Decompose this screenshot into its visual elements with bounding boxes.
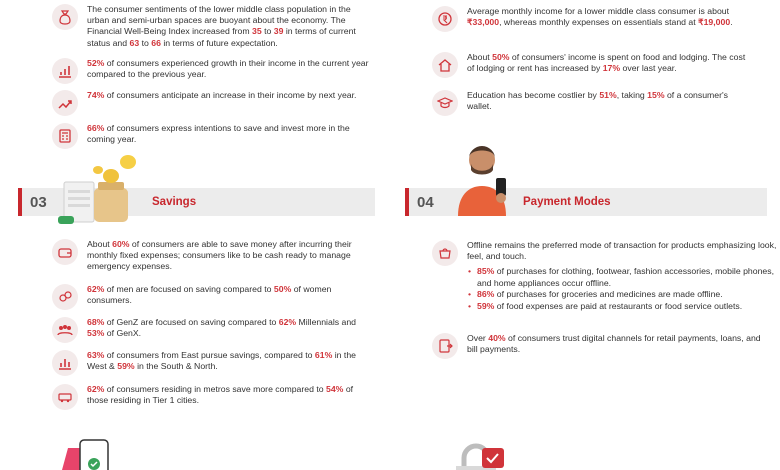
savings-section-number: 03 xyxy=(30,194,47,211)
lock-security-illustration xyxy=(452,440,514,470)
person-with-phone-illustration xyxy=(450,142,518,216)
monthly-income-text: Average monthly income for a lower middle class consumer is about ₹33,000, whereas monthly expenses on essentials stand at ₹19,000. xyxy=(467,6,733,28)
income-growth-text: 52% of consumers experienced growth in their income in the current year compared to the previous year. xyxy=(87,58,369,80)
payment-item-1 xyxy=(432,240,777,313)
savings-item-2 xyxy=(52,284,374,310)
payment-offline-bullet-3: • 59% of food expenses are paid at restaurants or food service outlets. xyxy=(477,301,777,312)
payment-offline-text xyxy=(467,240,777,313)
savings-section-title: Savings xyxy=(152,196,197,208)
payment-offline-intro: Offline remains the preferred mode of transaction for products emphasizing look, feel, and touch. xyxy=(467,240,777,262)
food-lodging-text: About 50% of consumers' income is spent on food and lodging. The cost of lodging or rent has increased by 17% over last year. xyxy=(467,52,746,74)
payment-section-title: Payment Modes xyxy=(523,196,611,208)
education-cost-text: Education has become costlier by 51%, taking 15% of a consumer's wallet. xyxy=(467,90,729,112)
left-top-item-3 xyxy=(52,90,372,116)
left-top-item-2 xyxy=(52,58,372,84)
income-anticipation-text: 74% of consumers anticipate an increase in their income by next year. xyxy=(87,90,357,100)
graduation-cap-icon xyxy=(432,90,458,116)
food-lodging-icon xyxy=(432,52,458,78)
savings-region-text: 63% of consumers from East pursue savings, compared to 61% in the West & 59% in the South & North. xyxy=(87,350,356,372)
savings-item-4 xyxy=(52,350,374,376)
savings-jar-illustration xyxy=(58,150,142,225)
generations-icon xyxy=(52,317,78,343)
right-top-item-2 xyxy=(432,52,752,78)
save-invest-text: 66% of consumers express intentions to save and invest more in the coming year. xyxy=(87,123,350,145)
payment-item-2 xyxy=(432,333,762,359)
payment-offline-list xyxy=(467,266,777,312)
savings-metro-text: 62% of consumers residing in metros save more compared to 54% of those residing in Tier 1 cities. xyxy=(87,384,354,406)
payment-header-accent xyxy=(405,188,409,216)
savings-cash-ready-text: About 60% of consumers are able to save money after incurring their monthly fixed expenses; consumers like to be cash ready to manage emergency expenses. xyxy=(87,239,352,272)
rupee-coin-icon xyxy=(432,6,458,32)
savings-generation-text: 68% of GenZ are focused on saving compared to 62% Millennials and 53% of GenX. xyxy=(87,317,357,339)
bus-icon xyxy=(52,384,78,410)
phone-shopping-illustration xyxy=(60,438,116,470)
financial-wellbeing-text: The consumer sentiments of the lower middle class population in the urban and semi-urban spaces are buoyant about the economy. The Financial Well-Being Index increased from 35 to 39 in terms of current status and 63 to 66 in terms of future expectation. xyxy=(87,4,356,48)
left-top-item-1 xyxy=(52,4,372,49)
savings-gender-text: 62% of men are focused on saving compared to 50% of women consumers. xyxy=(87,284,332,306)
money-bag-icon xyxy=(52,4,78,30)
left-top-item-4 xyxy=(52,123,372,149)
savings-header-accent xyxy=(18,188,22,216)
right-top-item-1 xyxy=(432,6,752,32)
gender-icon xyxy=(52,284,78,310)
region-chart-icon xyxy=(52,350,78,376)
payment-digital-text: Over 40% of consumers trust digital channels for retail payments, loans, and bill payments. xyxy=(467,333,761,355)
payment-offline-bullet-2: • 86% of purchases for groceries and medicines are made offline. xyxy=(477,289,777,300)
payment-offline-bullet-1: • 85% of purchases for clothing, footwear, fashion accessories, mobile phones, and home appliances occur offline. xyxy=(477,266,777,288)
savings-item-1 xyxy=(52,239,374,273)
digital-payment-icon xyxy=(432,333,458,359)
shopping-hand-icon xyxy=(432,240,458,266)
rising-chart-icon xyxy=(52,90,78,116)
calculator-icon xyxy=(52,123,78,149)
right-top-item-3 xyxy=(432,90,752,116)
savings-item-3 xyxy=(52,317,374,343)
savings-item-5 xyxy=(52,384,374,410)
pill-wallet-icon xyxy=(52,239,78,265)
payment-section-number: 04 xyxy=(417,194,434,211)
income-growth-icon xyxy=(52,58,78,84)
